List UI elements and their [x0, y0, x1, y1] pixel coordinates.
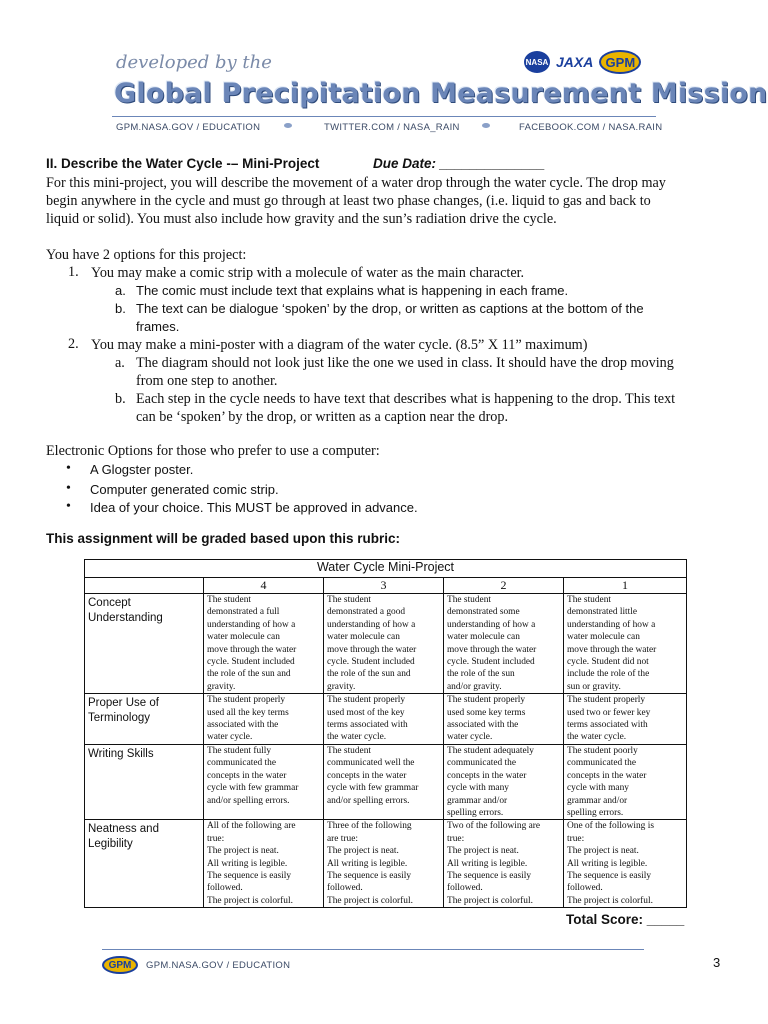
rubric-row-terminology [85, 694, 687, 745]
rubric-cell-line: used all the key terms [207, 707, 289, 718]
rubric-criterion-line: Concept [88, 597, 131, 609]
footer-divider [102, 949, 644, 950]
rubric-cell-line: concepts in the water [207, 770, 287, 781]
option-text: You may make a mini-poster with a diagram of the water cycle. (8.5” X 11” maximum) [91, 337, 588, 353]
total-score: Total Score: _____ [566, 912, 685, 927]
rubric-cell [204, 744, 324, 819]
rubric-cell-line: cycle. Student included [447, 657, 535, 668]
rubric-cell-line: All writing is legible. [447, 858, 528, 869]
header-developed-by: developed by the [116, 52, 272, 73]
rubric-cell-line: grammar and/or [567, 795, 628, 806]
rubric-row-concept-understanding [85, 594, 687, 694]
rubric-cell-line: The student [567, 595, 612, 605]
option-sub-letter: a. [115, 355, 125, 371]
due-date: Due Date: ______________ [373, 156, 545, 171]
bullet-icon: • [66, 461, 71, 476]
rubric-cell-line: and/or spelling errors. [207, 795, 290, 806]
rubric-cell-line: communicated the [207, 758, 276, 769]
rubric-cell-line: cycle. Student did not [567, 657, 649, 668]
rubric-criterion-line: Understanding [88, 612, 163, 624]
rubric-cell-line: followed. [207, 883, 243, 894]
rubric-cell-line: The sequence is easily [567, 870, 652, 881]
rubric-cell-line: The sequence is easily [327, 870, 412, 881]
intro-line: begin anywhere in the cycle and must go through at least two phase changes, (i.e. liquid to gas and back to [46, 193, 651, 209]
rubric-cell-line: The project is colorful. [567, 895, 653, 906]
option-sub-text: Each step in the cycle needs to have text that describes what is happening to the drop. This text [136, 391, 676, 407]
rubric-cell [564, 820, 687, 908]
rubric-cell-line: The project is neat. [207, 846, 279, 857]
rubric-criterion-line: Legibility [88, 838, 133, 851]
rubric-cell-line: The project is colorful. [327, 895, 413, 906]
rubric-cell-line: the water cycle. [567, 732, 627, 743]
rubric-cell-line: true: [207, 833, 225, 844]
rubric-corner-cell [85, 578, 204, 594]
rubric-cell-line: concepts in the water [327, 770, 407, 781]
rubric-cell-line: true: [567, 833, 585, 844]
footer-gpm-logo: GPM [102, 956, 138, 974]
rubric-cell [324, 694, 444, 745]
rubric-cell [324, 594, 444, 694]
rubric-cell-line: All of the following are [207, 821, 296, 832]
rubric-cell-line: include the role of the [567, 669, 650, 680]
intro-line: For this mini-project, you will describe the movement of a water drop through the water cycle. The drop may [46, 175, 666, 191]
rubric-cell [444, 694, 564, 745]
rubric-body [85, 594, 687, 908]
option-sub-letter: a. [115, 283, 126, 298]
rubric-cell-line: demonstrated some [447, 607, 520, 618]
rubric-cell-line: Two of the following are [447, 821, 541, 832]
rubric-cell-line: One of the following is [567, 821, 654, 832]
rubric-cell-line: move through the water [447, 644, 537, 655]
rubric-cell-line: demonstrated a full [207, 607, 280, 618]
rubric-cell-line: followed. [567, 883, 603, 894]
rubric-cell-line: The project is neat. [327, 846, 399, 857]
rubric-cell-line: water molecule can [567, 632, 640, 643]
rubric-cell-line: gravity. [207, 681, 236, 692]
rubric-cell-line: concepts in the water [567, 770, 647, 781]
option-sub-text: The diagram should not look just like the one we used in class. It should have the drop moving [136, 355, 674, 371]
rubric-cell-line: water molecule can [207, 632, 280, 643]
rubric-cell-line: The student [327, 745, 372, 756]
rubric-cell-line: The student poorly [567, 745, 638, 756]
rubric-cell-line: cycle with many [567, 783, 629, 794]
rubric-cell-line: move through the water [327, 644, 417, 655]
rubric-cell-line: grammar and/or [447, 795, 508, 806]
rubric-criterion-line: Writing Skills [88, 747, 154, 760]
rubric-cell-line: spelling errors. [447, 807, 504, 818]
rubric-table [84, 559, 687, 908]
bullet-icon: • [66, 499, 71, 514]
rubric-cell-line: used most of the key [327, 707, 405, 718]
rubric-cell-line: used some key terms [447, 707, 526, 718]
rubric-cell-line: The student properly [567, 695, 646, 706]
rubric-score-header: 4 [204, 578, 324, 594]
rubric-cell-line: true: [447, 833, 465, 844]
option-sub-text: frames. [136, 319, 180, 334]
rubric-cell-line: communicated the [567, 758, 636, 769]
intro-paragraph [46, 174, 726, 228]
header-divider [112, 116, 656, 117]
rubric-cell [204, 594, 324, 694]
rubric-score-header: 2 [444, 578, 564, 594]
rubric-cell-line: understanding of how a [567, 619, 656, 630]
rubric-row-writing-skills [85, 744, 687, 819]
rubric-cell-line: The sequence is easily [447, 870, 532, 881]
rubric-cell-line: The student [447, 595, 492, 605]
rubric-cell-line: All writing is legible. [567, 858, 648, 869]
rubric-cell [324, 820, 444, 908]
rubric-criterion-line: Proper Use of [88, 697, 159, 710]
rubric-cell [204, 694, 324, 745]
rubric-cell-line: followed. [327, 883, 363, 894]
rubric-criterion [85, 594, 204, 694]
rubric-criterion [85, 820, 204, 908]
rubric-cell-line: concepts in the water [447, 770, 527, 781]
rubric-cell-line: followed. [447, 883, 483, 894]
option-number: 2. [68, 336, 79, 352]
rubric-cell-line: demonstrated a good [327, 607, 406, 618]
jaxa-logo: JAXA [556, 54, 594, 70]
rubric-cell-line: The student properly [327, 695, 406, 706]
rubric-cell-line: cycle. Student included [327, 657, 415, 668]
option-sub-text: The text can be dialogue ‘spoken’ by the drop, or written as captions at the bottom of the [136, 301, 644, 316]
rubric-cell-line: water cycle. [447, 732, 493, 743]
option-sub-text: The comic must include text that explains what is happening in each frame. [136, 283, 569, 298]
rubric-cell-line: All writing is legible. [207, 858, 288, 869]
rubric-cell-line: cycle with few grammar [207, 783, 299, 794]
rubric-cell-line: associated with the [447, 720, 519, 731]
rubric-score-header: 3 [324, 578, 444, 594]
header-link-education[interactable]: GPM.NASA.GOV / EDUCATION [116, 122, 261, 133]
rubric-cell-line: demonstrated little [567, 607, 638, 618]
page-number: 3 [713, 955, 721, 970]
rubric-cell-line: gravity. [327, 681, 356, 692]
rubric-cell-line: The student properly [447, 695, 526, 706]
rubric-cell-line: terms associated with [327, 720, 408, 731]
raindrop-icon [284, 123, 292, 128]
rubric-cell [564, 694, 687, 745]
rubric-cell-line: understanding of how a [447, 619, 536, 630]
rubric-cell-line: water cycle. [207, 732, 253, 743]
option-number: 1. [68, 264, 79, 280]
rubric-cell-line: the role of the sun and [207, 669, 291, 680]
electronic-option: Idea of your choice. This MUST be approved in advance. [90, 500, 418, 515]
rubric-cell-line: sun or gravity. [567, 681, 621, 692]
rubric-cell-line: communicated the [447, 758, 516, 769]
rubric-cell-line: The project is colorful. [447, 895, 533, 906]
rubric-row-neatness-legibility [85, 820, 687, 908]
rubric-cell-line: and/or spelling errors. [327, 795, 410, 806]
rubric-cell-line: understanding of how a [327, 619, 416, 630]
rubric-cell-line: cycle with many [447, 783, 509, 794]
header-link-twitter[interactable]: TWITTER.COM / NASA_RAIN [324, 122, 460, 133]
gpm-logo: GPM [599, 50, 641, 74]
rubric-cell-line: All writing is legible. [327, 858, 408, 869]
rubric-cell [444, 820, 564, 908]
rubric-cell-line: water molecule can [327, 632, 400, 643]
rubric-criterion [85, 744, 204, 819]
rubric-cell-line: and/or gravity. [447, 681, 502, 692]
raindrop-icon [482, 123, 490, 128]
rubric-cell-line: are true: [327, 833, 358, 844]
rubric-cell [564, 744, 687, 819]
electronic-option: A Glogster poster. [90, 462, 194, 477]
electronic-options-heading: Electronic Options for those who prefer to use a computer: [46, 443, 380, 459]
rubric-criterion-line: Terminology [88, 712, 150, 725]
rubric-cell-line: The project is neat. [447, 846, 519, 857]
rubric-cell-line: The project is colorful. [207, 895, 293, 906]
rubric-cell [444, 594, 564, 694]
rubric-cell-line: spelling errors. [567, 807, 624, 818]
header-link-facebook[interactable]: FACEBOOK.COM / NASA.RAIN [519, 122, 663, 133]
rubric-cell-line: terms associated with [567, 720, 648, 731]
rubric-cell-line: associated with the [207, 720, 279, 731]
section-heading: II. Describe the Water Cycle -– Mini-Project [46, 156, 320, 171]
rubric-cell-line: used two or fewer key [567, 707, 651, 718]
rubric-cell-line: The student fully [207, 745, 272, 756]
rubric-criterion-line: Neatness and [88, 823, 159, 836]
rubric-cell-line: The student properly [207, 695, 286, 706]
rubric-cell-line: cycle with few grammar [327, 783, 419, 794]
rubric-cell-line: move through the water [207, 644, 297, 655]
rubric-cell [204, 820, 324, 908]
rubric-cell-line: The student adequately [447, 745, 534, 756]
rubric-cell-line: communicated well the [327, 758, 415, 769]
rubric-cell-line: cycle. Student included [207, 657, 295, 668]
options-intro: You have 2 options for this project: [46, 247, 247, 263]
option-sub-text: from one step to another. [136, 373, 278, 389]
rubric-score-header: 1 [564, 578, 687, 594]
intro-line: liquid or solid). You must also include how gravity and the sun’s radiation drive the cycle. [46, 211, 557, 227]
rubric-cell-line: Three of the following [327, 821, 412, 832]
rubric-criterion [85, 694, 204, 745]
option-sub-letter: b. [115, 301, 126, 316]
option-text: You may make a comic strip with a molecule of water as the main character. [91, 265, 525, 281]
header-title: Global Precipitation Measurement Mission [114, 78, 768, 109]
rubric-cell [444, 744, 564, 819]
footer-link-education[interactable]: GPM.NASA.GOV / EDUCATION [146, 960, 291, 971]
rubric-cell-line: the role of the sun and [327, 669, 411, 680]
bullet-icon: • [66, 481, 71, 496]
rubric-cell [564, 594, 687, 694]
rubric-cell-line: The student [327, 595, 372, 605]
electronic-option: Computer generated comic strip. [90, 482, 279, 497]
rubric-cell-line: the role of the sun [447, 669, 515, 680]
option-sub-letter: b. [115, 391, 126, 407]
rubric-cell [324, 744, 444, 819]
rubric-cell-line: understanding of how a [207, 619, 296, 630]
rubric-cell-line: the water cycle. [327, 732, 387, 743]
rubric-intro: This assignment will be graded based upon this rubric: [46, 531, 401, 546]
partner-logos [524, 48, 641, 76]
rubric-cell-line: The student [207, 595, 252, 605]
rubric-cell-line: The sequence is easily [207, 870, 292, 881]
rubric-cell-line: The project is neat. [567, 846, 639, 857]
rubric-cell-line: move through the water [567, 644, 657, 655]
rubric-title: Water Cycle Mini-Project [85, 560, 687, 578]
option-sub-text: can be ‘spoken’ by the drop, or written as a caption near the drop. [136, 409, 509, 425]
nasa-logo: NASA [524, 51, 550, 73]
rubric-cell-line: water molecule can [447, 632, 520, 643]
